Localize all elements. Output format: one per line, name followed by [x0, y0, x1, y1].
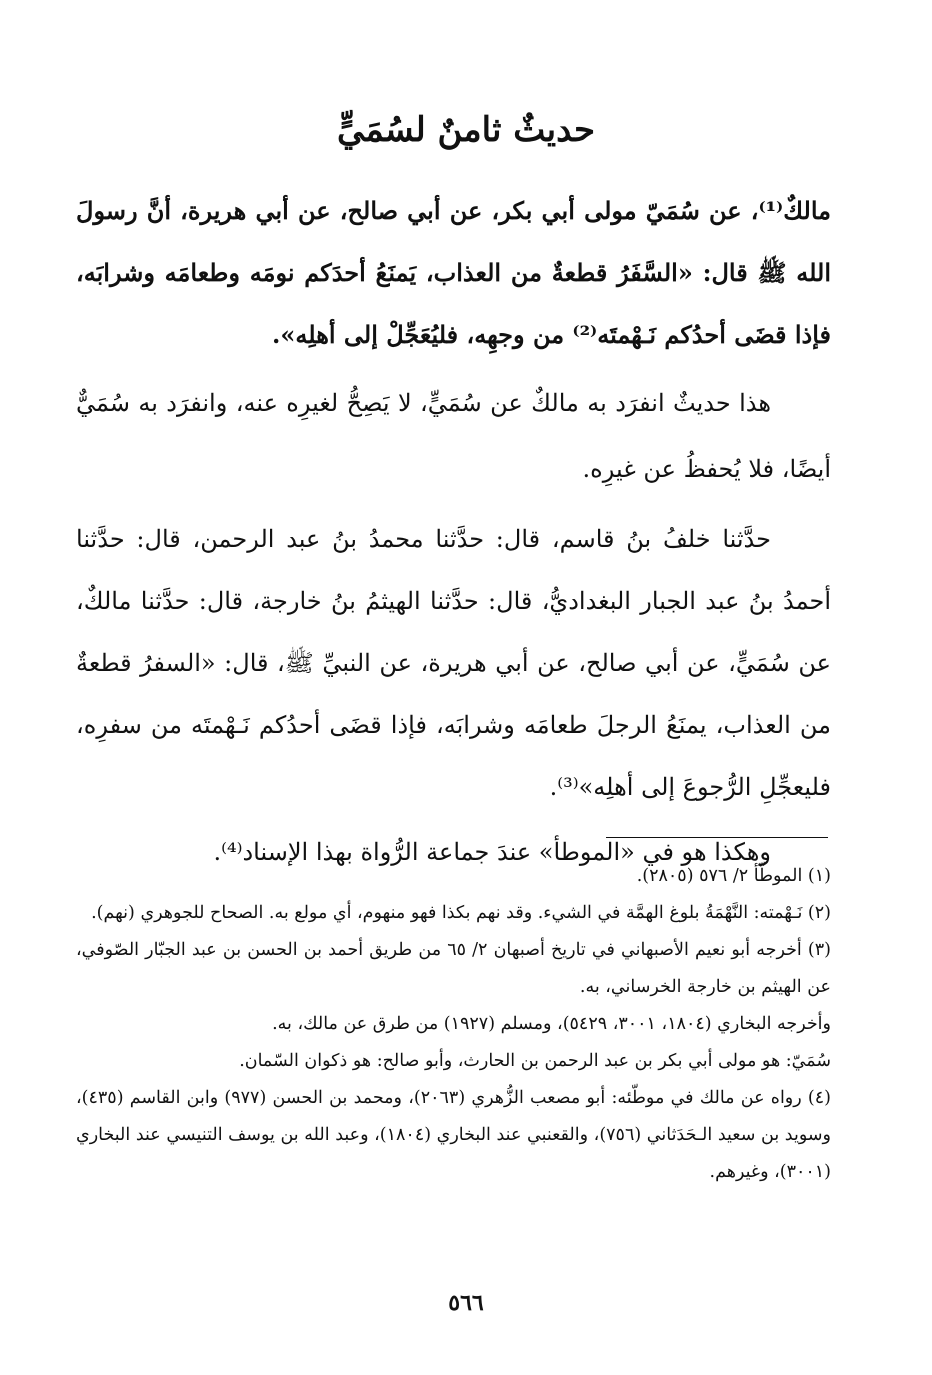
hadith-heading: حديثٌ ثامنٌ لسُمَيٍّ	[337, 110, 595, 150]
footnote-1: (١) الموطّأ ٢/ ٥٧٦ (٢٨٠٥).	[636, 866, 831, 886]
footnote-divider	[606, 837, 828, 838]
main-text	[76, 180, 831, 882]
hadith-text-paragraph: مالكٌ⁽¹⁾، عن سُمَيّ مولى أبي بكر، عن أبي صالح، عن أبي هريرة، أنَّ رسولَ الله ﷺ قال: «السَّفَرُ قطعةٌ من العذاب، يَمنَعُ أحدَكم نومَه وطعامَه وشرابَه، فإذا قضَى أحدُكم نَـهْمتَه⁽²⁾ من وجهِه، فليُعَجِّلْ إلى أهلِه».	[76, 196, 831, 349]
footnote-3-continuation: وأخرجه البخاري (١٨٠٤، ٣٠٠١، ٥٤٢٩)، ومسلم (١٩٢٧) من طرق عن مالك، به.	[272, 1014, 831, 1034]
commentary-paragraph: هذا حديثٌ انفرَد به مالكٌ عن سُمَيٍّ، لا يَصِحُّ لغيرِه عنه، وانفرَد به سُمَيٌّ أيضًا، فلا يُحفظُ عن غيرِه.	[76, 389, 831, 483]
footnote-3-note: سُمَيّ: هو مولى أبي بكر بن عبد الرحمن بن الحارث، وأبو صالح: هو ذكوان السّمان.	[239, 1051, 831, 1071]
page-number: ٥٦٦	[448, 1290, 484, 1316]
footnote-3: (٣) أخرجه أبو نعيم الأصبهاني في تاريخ أصبهان ٢/ ٦٥ من طريق أحمد بن الحسن بن عبد الجبّار الصّوفي، عن الهيثم بن خارجة الخرساني، به.	[76, 940, 831, 997]
footnote-2: (٢) نَـهْمته: النَّهْمَةُ بلوغ الهمَّة في الشيء. وقد نهم بكذا فهو منهوم، أي مولع به. الصحاح للجوهري (نهم).	[91, 903, 831, 923]
footnotes	[76, 858, 831, 1191]
footnote-4: (٤) رواه عن مالك في موطّئه: أبو مصعب الزُّهري (٢٠٦٣)، ومحمد بن الحسن (٩٧٧) وابن القاسم (٤٣٥)، وسويد بن سعيد الـحَدَثاني (٧٥٦)، والقعنبي عند البخاري (١٨٠٤)، وعبد الله بن يوسف التنيسي عند البخاري (٣٠٠١)، وغيرهم.	[76, 1088, 831, 1182]
closing-paragraph: وهكذا هو في «الموطأ» عندَ جماعة الرُّواة بهذا الإسناد⁽⁴⁾.	[213, 838, 771, 866]
isnad-paragraph: حدَّثنا خلفُ بنُ قاسم، قال: حدَّثنا محمدُ بنُ عبد الرحمن، قال: حدَّثنا أحمدُ بنُ عبد الجبار البغداديُّ، قال: حدَّثنا الهيثمُ بنُ خارجة، قال: حدَّثنا مالكٌ، عن سُمَيٍّ، عن أبي صالح، عن أبي هريرة، عن النبيِّ ﷺ، قال: «السفرُ قطعةٌ من العذاب، يمنَعُ الرجلَ طعامَه وشرابَه، فإذا قضَى أحدُكم نَـهْمتَه من سفرِه، فليعجِّلِ الرُّجوعَ إلى أهلِه»⁽³⁾.	[76, 525, 831, 801]
